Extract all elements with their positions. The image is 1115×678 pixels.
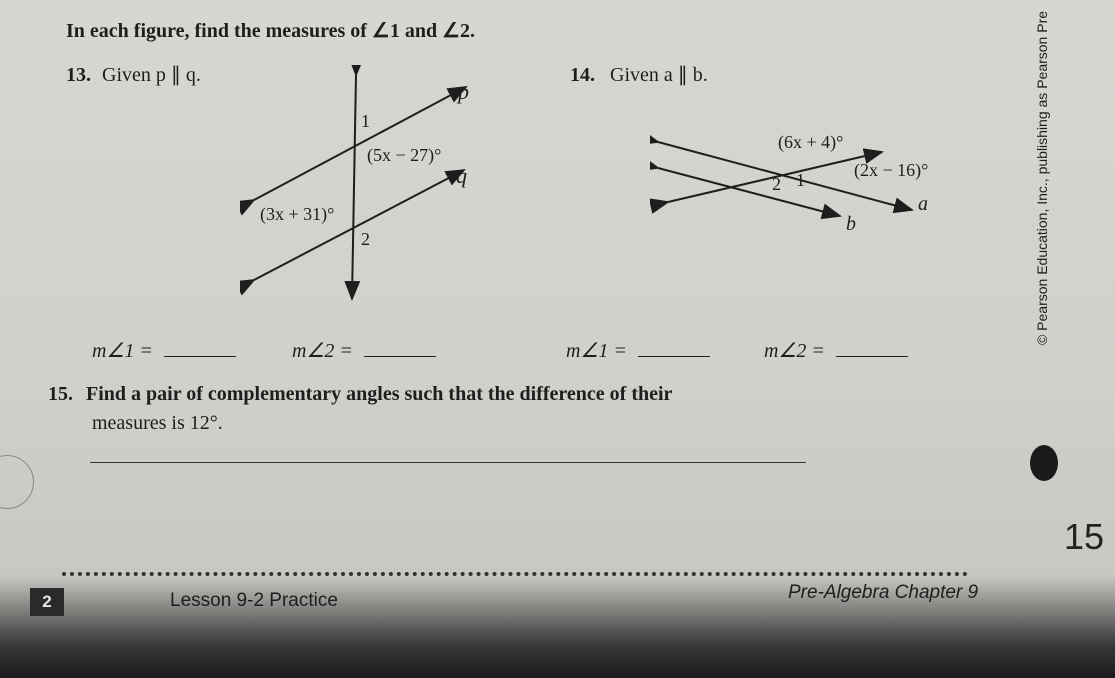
answer-14-2-blank[interactable] — [836, 356, 908, 357]
line-q — [254, 170, 464, 280]
footer-lesson: Lesson 9-2 Practice — [170, 590, 338, 611]
angle-1-label-14: 1 — [796, 170, 805, 190]
angle-2-label-14: 2 — [772, 174, 781, 194]
answer-13-1 — [92, 338, 236, 363]
problem-15-line1: Find a pair of complementary angles such that the difference of their — [86, 383, 673, 405]
problem-14-header — [570, 62, 708, 87]
expr-3x-31: (3x + 31)° — [260, 204, 335, 224]
transversal-13 — [352, 75, 356, 299]
expr-2x-16: (2x − 16)° — [854, 160, 929, 180]
figure-14 — [650, 118, 960, 238]
angle-1-label: 1 — [361, 111, 370, 131]
answer-13-2 — [292, 338, 436, 363]
answer-13-1-blank[interactable] — [164, 356, 236, 357]
handwritten-15: 15 — [1064, 516, 1105, 557]
problem-15-number: 15. — [48, 383, 73, 405]
answer-15-line[interactable] — [90, 462, 806, 463]
footer-chapter: Pre-Algebra Chapter 9 — [788, 582, 979, 603]
problem-15-text — [48, 383, 672, 406]
line-a-label: a — [918, 193, 928, 215]
instruction-heading: In each figure, find the measures of ∠1 and ∠2. — [66, 20, 476, 42]
line-b-label: b — [846, 213, 856, 235]
figure-13 — [240, 65, 500, 315]
problem-15-line2: measures is 12°. — [92, 412, 223, 434]
answer-14-2-label: m∠2 = — [764, 340, 825, 362]
page-number-badge: 2 — [30, 588, 64, 616]
line-p — [254, 87, 466, 200]
line-q-label: q — [456, 163, 467, 188]
footer-dotted-rule — [62, 572, 968, 576]
binder-hole — [1030, 445, 1058, 481]
answer-14-1-blank[interactable] — [638, 356, 710, 357]
problem-14-given: Given a ∥ b. — [610, 64, 708, 86]
answer-14-2 — [764, 338, 908, 363]
expr-6x-4: (6x + 4)° — [778, 132, 844, 152]
answer-13-2-label: m∠2 = — [292, 340, 353, 362]
answer-14-1-label: m∠1 = — [566, 340, 627, 362]
line-b — [658, 168, 840, 216]
expr-5x-27: (5x − 27)° — [367, 145, 442, 165]
problem-13-header — [66, 62, 201, 87]
problem-13-given: Given p ∥ q. — [102, 64, 201, 86]
answer-13-2-blank[interactable] — [364, 356, 436, 357]
angle-2-label: 2 — [361, 229, 370, 249]
problem-13-number: 13. — [66, 64, 91, 86]
line-p-label: p — [458, 79, 469, 104]
copyright-side-note: © Pearson Education, Inc., publishing as Pearson Pre — [1034, 10, 1050, 346]
answer-14-1 — [566, 338, 710, 363]
problem-14-number: 14. — [570, 64, 595, 86]
answer-13-1-label: m∠1 = — [92, 340, 153, 362]
binder-hole-left — [0, 455, 34, 509]
